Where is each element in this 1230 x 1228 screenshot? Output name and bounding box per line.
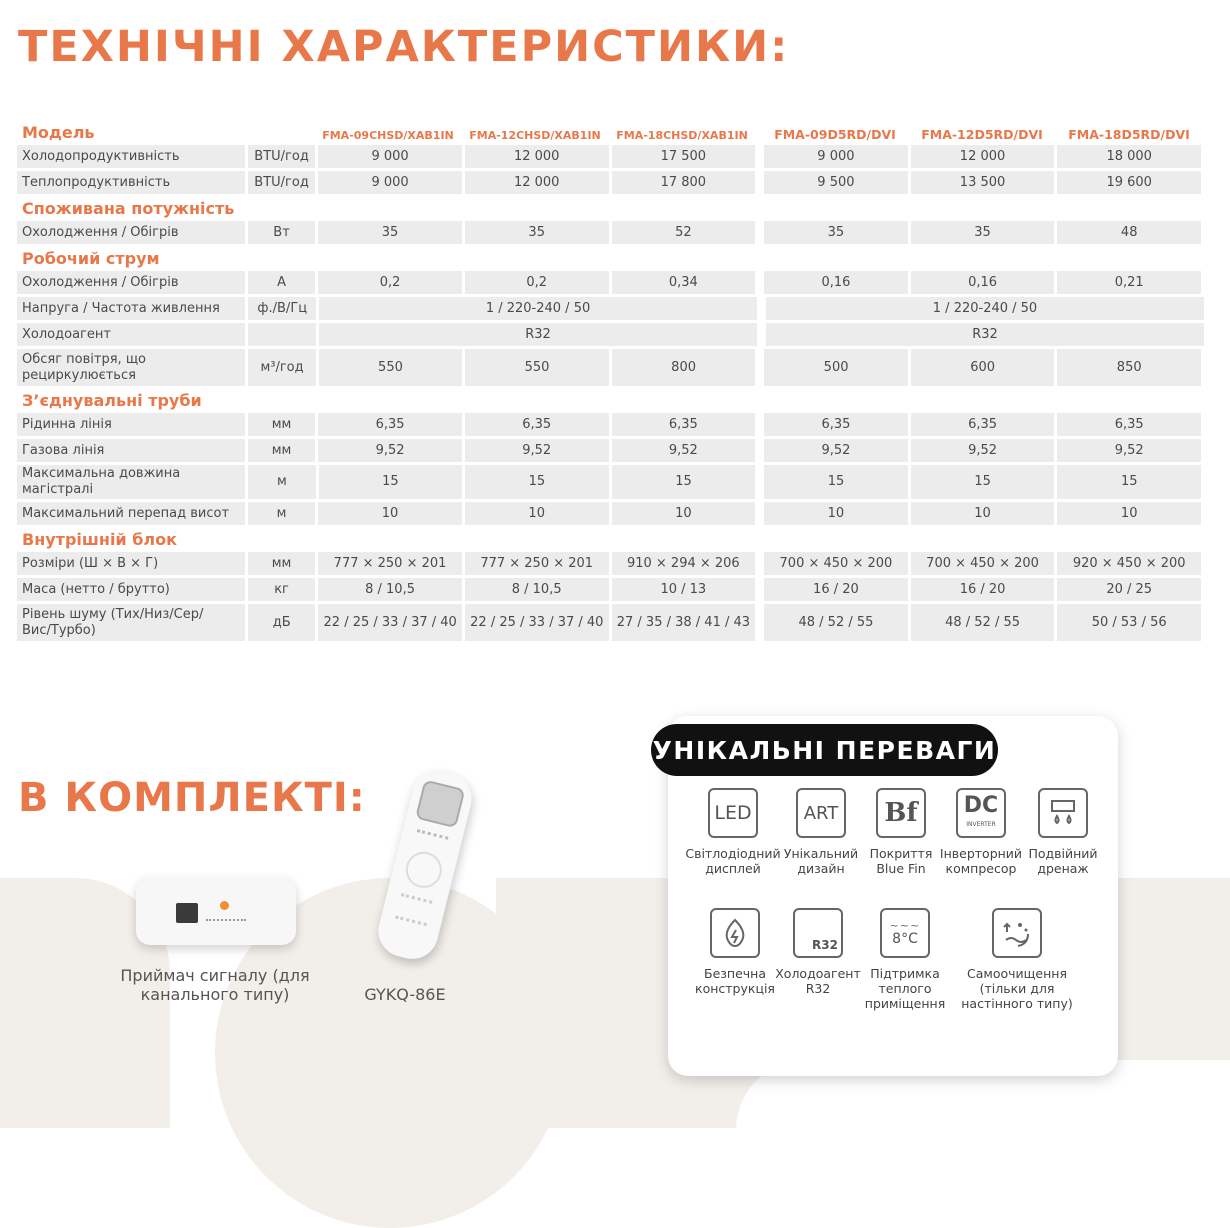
advantage-label: Самоочищення (тільки для настінного типу) [961, 966, 1073, 1011]
table-cell: 10 / 13 [612, 578, 756, 601]
table-cell: 15 [764, 465, 908, 499]
row-label: Рівень шуму (Тих/Низ/Сер/ Вис/Турбо) [17, 604, 245, 641]
advantage-label: Подвійний дренаж [1028, 846, 1098, 876]
table-row-voltage [17, 297, 1204, 320]
table-cell: 15 [1057, 465, 1201, 499]
table-cell: 9,52 [911, 439, 1055, 462]
table-cell: 6,35 [465, 413, 609, 436]
advantage-item [860, 908, 950, 1011]
section-heading-current: Робочий струм [22, 249, 160, 268]
row-label: Максимальний перепад висот [17, 502, 245, 525]
table-row-airflow [17, 349, 1204, 386]
row-label: Холодоагент [17, 323, 245, 346]
table-row-noise [17, 604, 1204, 641]
table-cell: 9,52 [318, 439, 462, 462]
table-cell: 48 [1057, 221, 1201, 244]
table-cell: 6,35 [612, 413, 756, 436]
table-cell: 35 [764, 221, 908, 244]
receiver-display [176, 903, 198, 923]
table-cell: 9 000 [764, 145, 908, 168]
table-cell: 20 / 25 [1057, 578, 1201, 601]
row-label: Холодопродуктивність [17, 145, 245, 168]
table-cell: 9,52 [465, 439, 609, 462]
table-cell: 48 / 52 / 55 [911, 604, 1055, 641]
spec-table [17, 117, 1204, 644]
page-title: ТЕХНІЧНІ ХАРАКТЕРИСТИКИ: [18, 22, 790, 72]
table-cell: 850 [1057, 349, 1201, 386]
table-cell: 12 000 [465, 171, 609, 194]
advantage-item [1022, 788, 1104, 876]
advantage-label: Інверторний компресор [939, 846, 1023, 876]
table-cell-merged: 1 / 220-240 / 50 [319, 297, 757, 320]
table-cell: 800 [612, 349, 756, 386]
kit-title: В КОМПЛЕКТІ: [18, 775, 366, 821]
table-cell: 10 [612, 502, 756, 525]
advantage-label: Унікальний дизайн [783, 846, 859, 876]
table-cell: 15 [465, 465, 609, 499]
table-cell: 52 [612, 221, 756, 244]
table-row-heating-capacity [17, 171, 1204, 194]
receiver-led-icon [220, 901, 229, 910]
table-row-weight [17, 578, 1204, 601]
row-unit: ф./В/Гц [248, 297, 316, 320]
row-label: Газова лінія [17, 439, 245, 462]
table-cell: 6,35 [911, 413, 1055, 436]
table-cell: 10 [465, 502, 609, 525]
table-cell: 9,52 [1057, 439, 1201, 462]
row-unit: BTU/год [248, 171, 315, 194]
table-cell: 9 000 [318, 171, 462, 194]
table-cell: 777 × 250 × 201 [465, 552, 609, 575]
row-unit: мм [248, 439, 315, 462]
row-unit: дБ [248, 604, 315, 641]
table-cell: 0,2 [318, 271, 462, 294]
table-cell: 35 [465, 221, 609, 244]
row-label: Охолодження / Обігрів [17, 271, 245, 294]
model-name: FMA-09D5RD/DVI [774, 127, 896, 142]
table-cell: 22 / 25 / 33 / 37 / 40 [465, 604, 609, 641]
row-unit: м³/год [248, 349, 315, 386]
remote-buttons-lower [395, 893, 432, 926]
table-cell: 10 [1057, 502, 1201, 525]
r32-leaf-icon: R32 [793, 908, 843, 958]
table-cell: 12 000 [465, 145, 609, 168]
section-heading-pipes: З’єднувальні труби [22, 391, 202, 410]
table-cell: 50 / 53 / 56 [1057, 604, 1201, 641]
table-row-cooling-capacity [17, 145, 1204, 168]
table-cell: 920 × 450 × 200 [1057, 552, 1201, 575]
table-cell: 35 [911, 221, 1055, 244]
table-cell: 10 [318, 502, 462, 525]
table-cell: 550 [319, 349, 463, 386]
table-cell: 700 × 450 × 200 [911, 552, 1055, 575]
table-row-max-length [17, 465, 1204, 499]
table-cell-merged: R32 [319, 323, 757, 346]
table-cell: 550 [465, 349, 609, 386]
table-cell: 15 [612, 465, 756, 499]
advantage-label: Підтримка теплого приміщення [864, 966, 946, 1011]
advantage-label: Безпечна конструкція [695, 966, 775, 996]
table-cell: 15 [319, 465, 463, 499]
table-cell: 0,34 [612, 271, 756, 294]
remote-dial [402, 848, 446, 892]
remote-screen [415, 779, 465, 828]
table-row-liquid-line [17, 413, 1204, 436]
model-name: FMA-09CHSD/XAB1IN [322, 129, 454, 142]
table-cell: 15 [911, 465, 1055, 499]
table-cell: 6,35 [764, 413, 908, 436]
receiver-dots [206, 919, 246, 925]
row-unit: мм [248, 552, 315, 575]
advantage-item [936, 788, 1026, 876]
table-cell: 12 000 [911, 145, 1055, 168]
row-unit: кг [248, 578, 315, 601]
table-row-max-height [17, 502, 1204, 525]
row-label: Розміри (Ш × В × Г) [17, 552, 245, 575]
advantages-title: УНІКАЛЬНІ ПЕРЕВАГИ [651, 724, 998, 776]
advantage-item [690, 908, 780, 996]
table-cell: 8 / 10,5 [465, 578, 609, 601]
row-unit: Вт [248, 221, 315, 244]
dc-inverter-icon: DC INVERTER [956, 788, 1006, 838]
table-cell: 6,35 [1057, 413, 1201, 436]
section-heading-indoor: Внутрішній блок [22, 530, 177, 549]
table-cell: 0,2 [465, 271, 609, 294]
led-icon: LED [708, 788, 758, 838]
table-cell: 0,21 [1057, 271, 1201, 294]
table-row-current [17, 271, 1204, 294]
advantage-item [780, 788, 862, 876]
section-heading-power: Споживана потужність [22, 199, 235, 218]
row-unit: BTU/год [248, 145, 315, 168]
advantage-label: Покриття Blue Fin [869, 846, 933, 876]
table-cell-merged: 1 / 220-240 / 50 [766, 297, 1204, 320]
fireproof-icon [710, 908, 760, 958]
row-unit: A [248, 271, 315, 294]
table-cell: 16 / 20 [911, 578, 1055, 601]
table-cell: 9 000 [318, 145, 462, 168]
double-drain-icon [1038, 788, 1088, 838]
table-row-gas-line [17, 439, 1204, 462]
table-cell: 22 / 25 / 33 / 37 / 40 [318, 604, 462, 641]
row-label: Охолодження / Обігрів [17, 221, 245, 244]
row-unit: м [248, 465, 315, 499]
row-unit: мм [248, 413, 315, 436]
row-label: Максимальна довжина магістралі [17, 465, 245, 499]
table-cell: 500 [764, 349, 908, 386]
advantage-item [862, 788, 940, 876]
signal-receiver-image [136, 877, 296, 945]
table-cell: 9,52 [612, 439, 756, 462]
model-name: FMA-12D5RD/DVI [921, 127, 1043, 142]
table-row-dimensions [17, 552, 1204, 575]
table-cell: 27 / 35 / 38 / 41 / 43 [612, 604, 756, 641]
self-clean-icon [992, 908, 1042, 958]
table-cell: 17 800 [612, 171, 756, 194]
table-cell: 9,52 [764, 439, 908, 462]
table-cell: 16 / 20 [764, 578, 908, 601]
table-cell: 8 / 10,5 [318, 578, 462, 601]
row-label: Теплопродуктивність [17, 171, 245, 194]
advantage-item [955, 908, 1079, 1011]
model-label: Модель [22, 123, 95, 142]
row-label: Маса (нетто / брутто) [17, 578, 245, 601]
table-cell: 18 000 [1057, 145, 1201, 168]
advantage-item [674, 788, 792, 876]
table-row-refrigerant [17, 323, 1204, 346]
table-cell: 600 [911, 349, 1055, 386]
table-cell: 6,35 [318, 413, 462, 436]
table-cell: 777 × 250 × 201 [318, 552, 462, 575]
remote-buttons [414, 829, 448, 849]
table-cell: 0,16 [764, 271, 908, 294]
row-unit [248, 323, 316, 346]
model-name: FMA-12CHSD/XAB1IN [469, 129, 601, 142]
table-cell: 35 [318, 221, 462, 244]
row-unit: м [248, 502, 315, 525]
art-icon: ART [796, 788, 846, 838]
row-label: Напруга / Частота живлення [17, 297, 245, 320]
table-cell: 10 [764, 502, 908, 525]
table-cell: 10 [911, 502, 1055, 525]
remote-caption: GYKQ-86E [364, 985, 446, 1004]
receiver-caption: Приймач сигналу (для канального типу) [120, 966, 310, 1004]
row-label: Рідинна лінія [17, 413, 245, 436]
advantage-label: Холодоагент R32 [775, 966, 861, 996]
advantage-label: Світлодіодний дисплей [685, 846, 781, 876]
model-name: FMA-18CHSD/XAB1IN [616, 129, 748, 142]
table-cell: 9 500 [764, 171, 908, 194]
table-cell: 19 600 [1057, 171, 1201, 194]
table-cell: 13 500 [911, 171, 1055, 194]
table-cell: 0,16 [911, 271, 1055, 294]
table-cell: 48 / 52 / 55 [764, 604, 908, 641]
table-cell: 910 × 294 × 206 [612, 552, 756, 575]
advantage-item [774, 908, 862, 996]
table-row-power [17, 221, 1204, 244]
row-label: Обсяг повітря, що рециркулюється [17, 349, 245, 386]
heat-8c-icon: ~~~ 8°C [880, 908, 930, 958]
table-cell: 700 × 450 × 200 [764, 552, 908, 575]
table-cell: 17 500 [612, 145, 756, 168]
table-cell-merged: R32 [766, 323, 1204, 346]
blue-fin-icon: Bf [876, 788, 926, 838]
table-header-row [17, 117, 1204, 142]
model-name: FMA-18D5RD/DVI [1068, 127, 1190, 142]
